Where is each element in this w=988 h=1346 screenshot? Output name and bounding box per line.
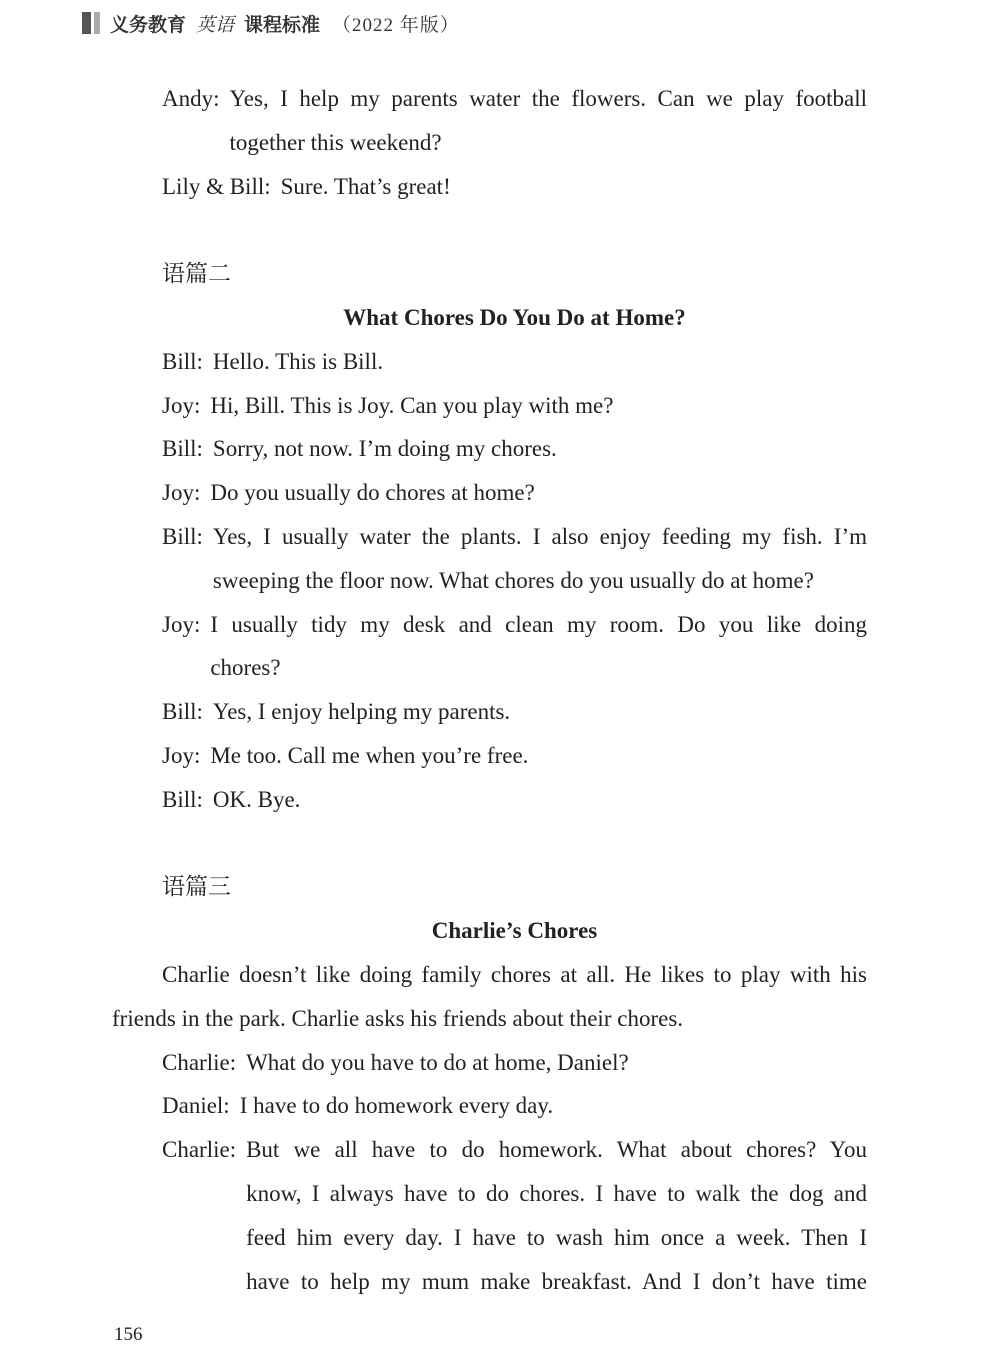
- speaker-name: Charlie:: [162, 1049, 237, 1075]
- utterance-line: OK. Bye.: [212, 786, 301, 812]
- utterance-line: know, I always have to do chores. I have to walk the dog and: [246, 1180, 867, 1206]
- utterance-line: I have to do homework every day.: [239, 1093, 554, 1119]
- speaker-name: Bill:: [162, 348, 203, 374]
- utterance: [213, 340, 867, 384]
- header-bar-light: [94, 12, 100, 34]
- dialogue-turn: [162, 603, 867, 691]
- utterance-line: Yes, I help my parents water the flowers. Can we play football: [229, 86, 867, 111]
- dialogue-turn: [162, 778, 867, 822]
- intro-line: Charlie doesn’t like doing family chores at all. He likes to play with his: [162, 961, 867, 987]
- speaker-name: Joy:: [162, 742, 201, 768]
- utterance-line: Yes, I usually water the plants. I also enjoy feeding my fish. I’m: [212, 523, 867, 549]
- passage3-title: Charlie’s Chores: [431, 918, 598, 944]
- speaker-name: Andy:: [162, 86, 220, 111]
- utterance-line: I usually tidy my desk and clean my room. Do you like doing: [210, 611, 867, 637]
- speaker-name: Bill:: [162, 436, 203, 462]
- dialogue-turn: [162, 1128, 867, 1303]
- passage2-title: What Chores Do You Do at Home?: [343, 304, 686, 330]
- intro-line: friends in the park. Charlie asks his friends about their chores.: [112, 1005, 684, 1031]
- utterance: [240, 1084, 867, 1128]
- utterance-line: Hello. This is Bill.: [212, 348, 384, 374]
- utterance-line: Me too. Call me when you’re free.: [210, 742, 529, 768]
- header-title: 义务教育: [110, 14, 187, 36]
- utterance: [246, 1041, 867, 1085]
- speaker-name: Bill:: [162, 786, 203, 812]
- passage2-dialogue: [162, 340, 867, 822]
- utterance: [210, 734, 867, 778]
- utterance: [213, 515, 867, 603]
- dialogue-turn: [162, 1041, 867, 1085]
- passage3-intro: [112, 953, 867, 1041]
- utterance-line: have to help my mum make breakfast. And I don’t have time: [246, 1268, 867, 1294]
- dialogue-turn: [162, 734, 867, 778]
- dialogue-turn: [162, 690, 867, 734]
- dialogue-turn: [162, 77, 867, 165]
- speaker-name: Joy:: [162, 611, 201, 637]
- utterance-line: Hi, Bill. This is Joy. Can you play with me?: [210, 392, 614, 418]
- utterance: [281, 165, 867, 209]
- utterance: [210, 603, 867, 691]
- dialogue-turn: [162, 471, 867, 515]
- utterance: [246, 1128, 867, 1303]
- speaker-name: Daniel:: [162, 1093, 230, 1119]
- dialogue-turn: [162, 340, 867, 384]
- utterance-line: But we all have to do homework. What about chores? You: [246, 1137, 867, 1163]
- utterance-line: chores?: [210, 655, 281, 681]
- utterance-line: Sure. That’s great!: [280, 173, 451, 199]
- passage3-label: 语篇三: [162, 874, 231, 900]
- utterance: [230, 77, 868, 165]
- utterance: [210, 471, 867, 515]
- passage3-dialogue: [162, 1041, 867, 1304]
- running-header: [82, 10, 460, 36]
- dialogue-turn: [162, 165, 867, 209]
- page-body: [112, 77, 867, 1303]
- header-subject: 英语: [196, 14, 235, 36]
- speaker-name: Joy:: [162, 392, 201, 418]
- page-number: 156: [114, 1324, 143, 1345]
- header-bar-dark: [82, 12, 91, 34]
- speaker-name: Charlie:: [162, 1137, 237, 1163]
- speaker-name: Bill:: [162, 523, 203, 549]
- speaker-name: Bill:: [162, 699, 203, 725]
- utterance: [213, 690, 867, 734]
- header-edition: （2022 年版）: [332, 14, 460, 36]
- header-title-2: 课程标准: [244, 14, 321, 36]
- utterance-line: What do you have to do at home, Daniel?: [246, 1049, 629, 1075]
- utterance-line: Do you usually do chores at home?: [210, 480, 535, 506]
- utterance-line: Yes, I enjoy helping my parents.: [212, 699, 511, 725]
- utterance: [210, 384, 867, 428]
- dialogue-turn: [162, 515, 867, 603]
- utterance: [213, 778, 867, 822]
- passage2-label: 语篇二: [162, 261, 231, 287]
- utterance-line: feed him every day. I have to wash him once a week. Then I: [246, 1224, 867, 1250]
- speaker-name: Joy:: [162, 480, 201, 506]
- passage1-tail: [162, 77, 867, 208]
- dialogue-turn: [162, 427, 867, 471]
- utterance-line: together this weekend?: [229, 129, 442, 155]
- speaker-name: Lily & Bill:: [162, 173, 271, 199]
- utterance: [213, 427, 867, 471]
- dialogue-turn: [162, 1084, 867, 1128]
- utterance-line: Sorry, not now. I’m doing my chores.: [212, 436, 557, 462]
- utterance-line: sweeping the floor now. What chores do you usually do at home?: [212, 567, 814, 593]
- dialogue-turn: [162, 384, 867, 428]
